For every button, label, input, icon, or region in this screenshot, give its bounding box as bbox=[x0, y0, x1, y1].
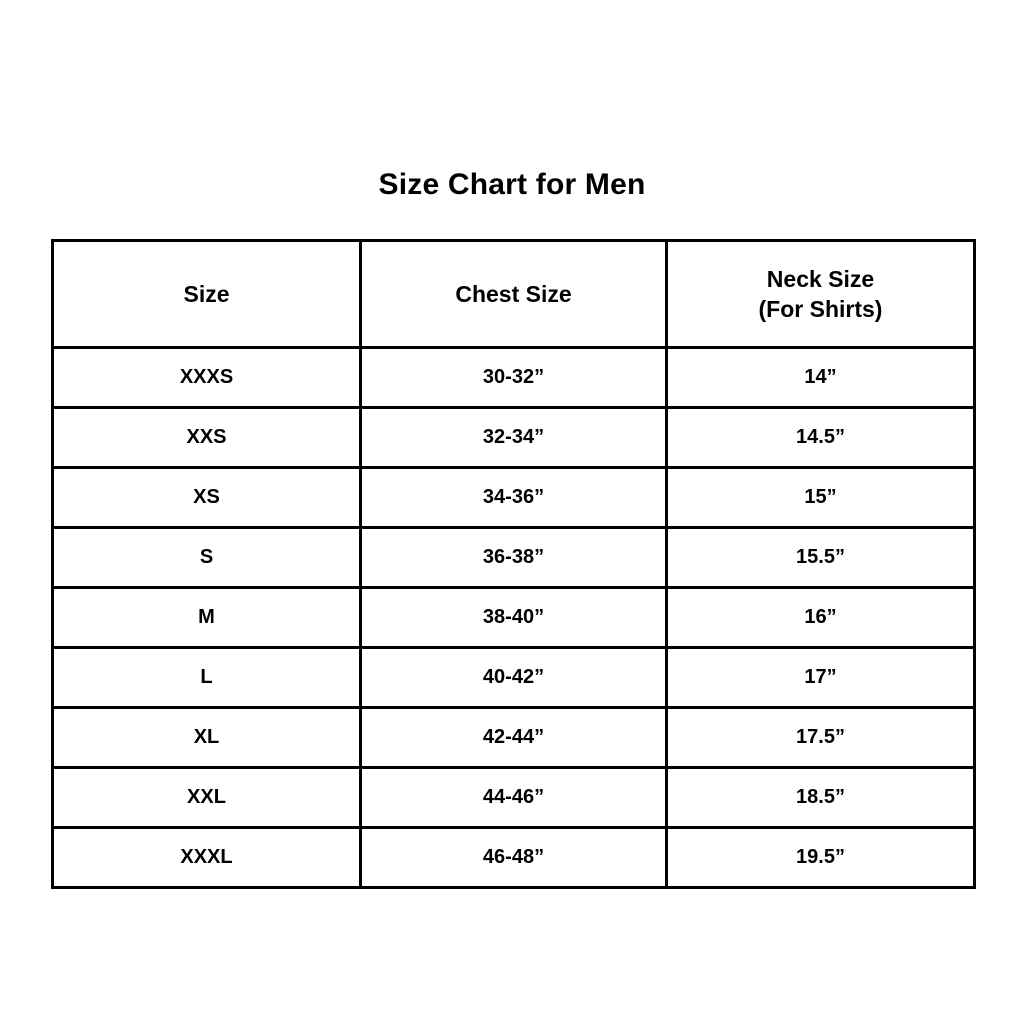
cell-chest: 32-34” bbox=[361, 408, 667, 468]
size-chart-table bbox=[51, 239, 976, 889]
cell-chest: 36-38” bbox=[361, 528, 667, 588]
table-header-row bbox=[53, 241, 975, 348]
column-header-neck-size-label: Neck Size bbox=[766, 265, 875, 292]
cell-neck: 16” bbox=[667, 588, 975, 648]
table-row bbox=[53, 768, 975, 828]
page-title: Size Chart for Men bbox=[378, 168, 646, 201]
table-row bbox=[53, 648, 975, 708]
cell-chest: 34-36” bbox=[361, 468, 667, 528]
cell-neck: 19.5” bbox=[667, 828, 975, 888]
cell-chest: 40-42” bbox=[361, 648, 667, 708]
table-row bbox=[53, 588, 975, 648]
column-header-neck-size bbox=[667, 241, 975, 348]
column-header-neck-size-sublabel: (For Shirts) bbox=[758, 296, 883, 322]
cell-size: XXXL bbox=[53, 828, 361, 888]
cell-chest: 42-44” bbox=[361, 708, 667, 768]
table-row bbox=[53, 468, 975, 528]
table-row bbox=[53, 528, 975, 588]
cell-neck: 15.5” bbox=[667, 528, 975, 588]
cell-neck: 15” bbox=[667, 468, 975, 528]
cell-size: XXS bbox=[53, 408, 361, 468]
cell-neck: 17.5” bbox=[667, 708, 975, 768]
cell-neck: 18.5” bbox=[667, 768, 975, 828]
column-header-size-label: Size bbox=[183, 280, 230, 307]
cell-size: M bbox=[53, 588, 361, 648]
table-body bbox=[53, 348, 975, 888]
size-chart-table-container bbox=[51, 239, 973, 889]
cell-chest: 44-46” bbox=[361, 768, 667, 828]
cell-chest: 30-32” bbox=[361, 348, 667, 408]
table-row bbox=[53, 828, 975, 888]
cell-chest: 46-48” bbox=[361, 828, 667, 888]
cell-chest: 38-40” bbox=[361, 588, 667, 648]
cell-neck: 14” bbox=[667, 348, 975, 408]
column-header-chest-size bbox=[361, 241, 667, 348]
cell-size: XXXS bbox=[53, 348, 361, 408]
column-header-size bbox=[53, 241, 361, 348]
table-row bbox=[53, 708, 975, 768]
table-row bbox=[53, 408, 975, 468]
cell-size: XXL bbox=[53, 768, 361, 828]
column-header-chest-size-label: Chest Size bbox=[455, 280, 572, 307]
table-row bbox=[53, 348, 975, 408]
cell-size: L bbox=[53, 648, 361, 708]
cell-neck: 14.5” bbox=[667, 408, 975, 468]
cell-neck: 17” bbox=[667, 648, 975, 708]
cell-size: S bbox=[53, 528, 361, 588]
cell-size: XL bbox=[53, 708, 361, 768]
cell-size: XS bbox=[53, 468, 361, 528]
table-header bbox=[53, 241, 975, 348]
